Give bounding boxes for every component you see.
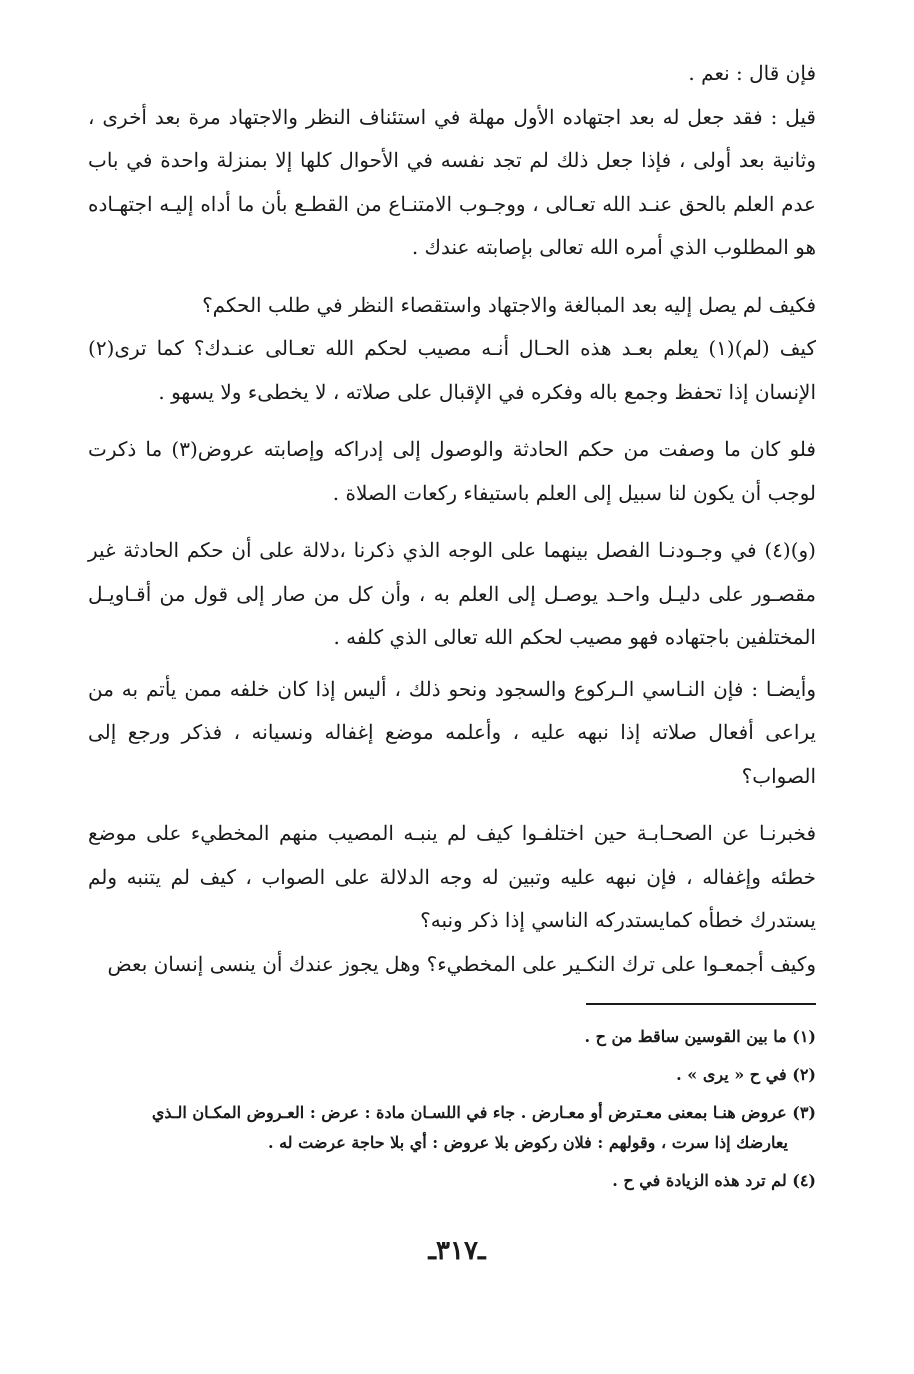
footnote-3: (٣) عروض هنـا بمعنى معـترض أو معـارض . جاء في اللسـان مادة : عرض : العـروض المكـان الـذي bbox=[151, 1103, 816, 1122]
page-body bbox=[88, 52, 816, 986]
footnote-4: (٤) لم ترد هذه الزيادة في ح . bbox=[612, 1171, 816, 1190]
paragraph-3: فكيف لم يصل إليه بعد المبالغة والاجتهاد واستقصاء النظر في طلب الحكم؟ bbox=[202, 292, 816, 317]
paragraph-7: وأيضـا : فإن النـاسي الـركوع والسجود ونحو ذلك ، أليس إذا كان خلفه ممن يأتم به من يراعى أفعال صلاته إذا نبهه عليه ، وأعلمه موضع إغفاله ونسيانه ، فذكر ورجع إلى الصواب؟ bbox=[88, 676, 816, 788]
footnote-2: (٢) في ح « يرى » . bbox=[676, 1065, 816, 1084]
footnote-1: (١) ما بين القوسين ساقط من ح . bbox=[584, 1027, 816, 1046]
paragraph-2: قيل : فقد جعل له بعد اجتهاده الأول مهلة في استئناف النظر والاجتهاد مرة بعد أخرى ، وثانية بعد أولى ، فإذا جعل ذلك لم تجد نفسه في الأحوال كلها إلا بمنزلة واحدة في باب عدم العلم بالحق عنـد الله تعـالى ، ووجـوب الامتنـاع من القطـع بأن ما أداه إليـه اجتهـاده هو المطلوب الذي أمره الله تعالى بإصابته عندك . bbox=[88, 104, 816, 259]
paragraph-8: فخبرنـا عن الصحـابـة حين اختلفـوا كيف لم ينبـه المصيب منهم المخطيء على موضع خطئه وإغفاله ، فإن نبهه عليه وتبين له وجه الدلالة على الصواب ، كيف لم يتنبه ولم يستدرك خطأه كمايستدركه الناسي إذا ذكر ونبه؟ bbox=[88, 821, 816, 932]
page-number: ـ٣١٧ـ bbox=[428, 1236, 486, 1266]
paragraph-9: وكيف أجمعـوا على ترك النكـير على المخطيء؟ وهل يجوز عندك أن ينسى إنسان بعض bbox=[107, 951, 816, 976]
paragraph-1: فإن قال : نعم . bbox=[688, 61, 816, 85]
footnote-divider bbox=[586, 1003, 816, 1005]
paragraph-6: (و)(٤) في وجـودنـا الفصل بينهما على الوجه الذي ذكرنا ،دلالة على أن حكم الحادثة غير مقصـور على دليـل واحـد يوصـل إلى العلم به ، وأن كل من صار إلى قول من أقـاويـل المختلفين باجتهاده فهو مصيب لحكم الله تعالى الذي كلفه . bbox=[88, 538, 816, 649]
footnote-3-continuation: يعارضك إذا سرت ، وقولهم : فلان ركوض بلا عروض : أي بلا حاجة عرضت له . bbox=[267, 1133, 788, 1152]
paragraph-4: كيف (لم)(١) يعلم بعـد هذه الحـال أنـه مصيب لحكم الله تعـالى عنـدك؟ كما ترى(٢) الإنسان إذا تحفظ وجمع باله وفكره في الإقبال على صلاته ، لا يخطىء ولا يسهو . bbox=[88, 336, 816, 404]
footnotes bbox=[88, 1022, 816, 1204]
paragraph-5: فلو كان ما وصفت من حكم الحادثة والوصول إلى إدراكه وإصابته عروض(٣) ما ذكرت لوجب أن يكون لنا سبيل إلى العلم باستيفاء ركعات الصلاة . bbox=[88, 437, 816, 505]
